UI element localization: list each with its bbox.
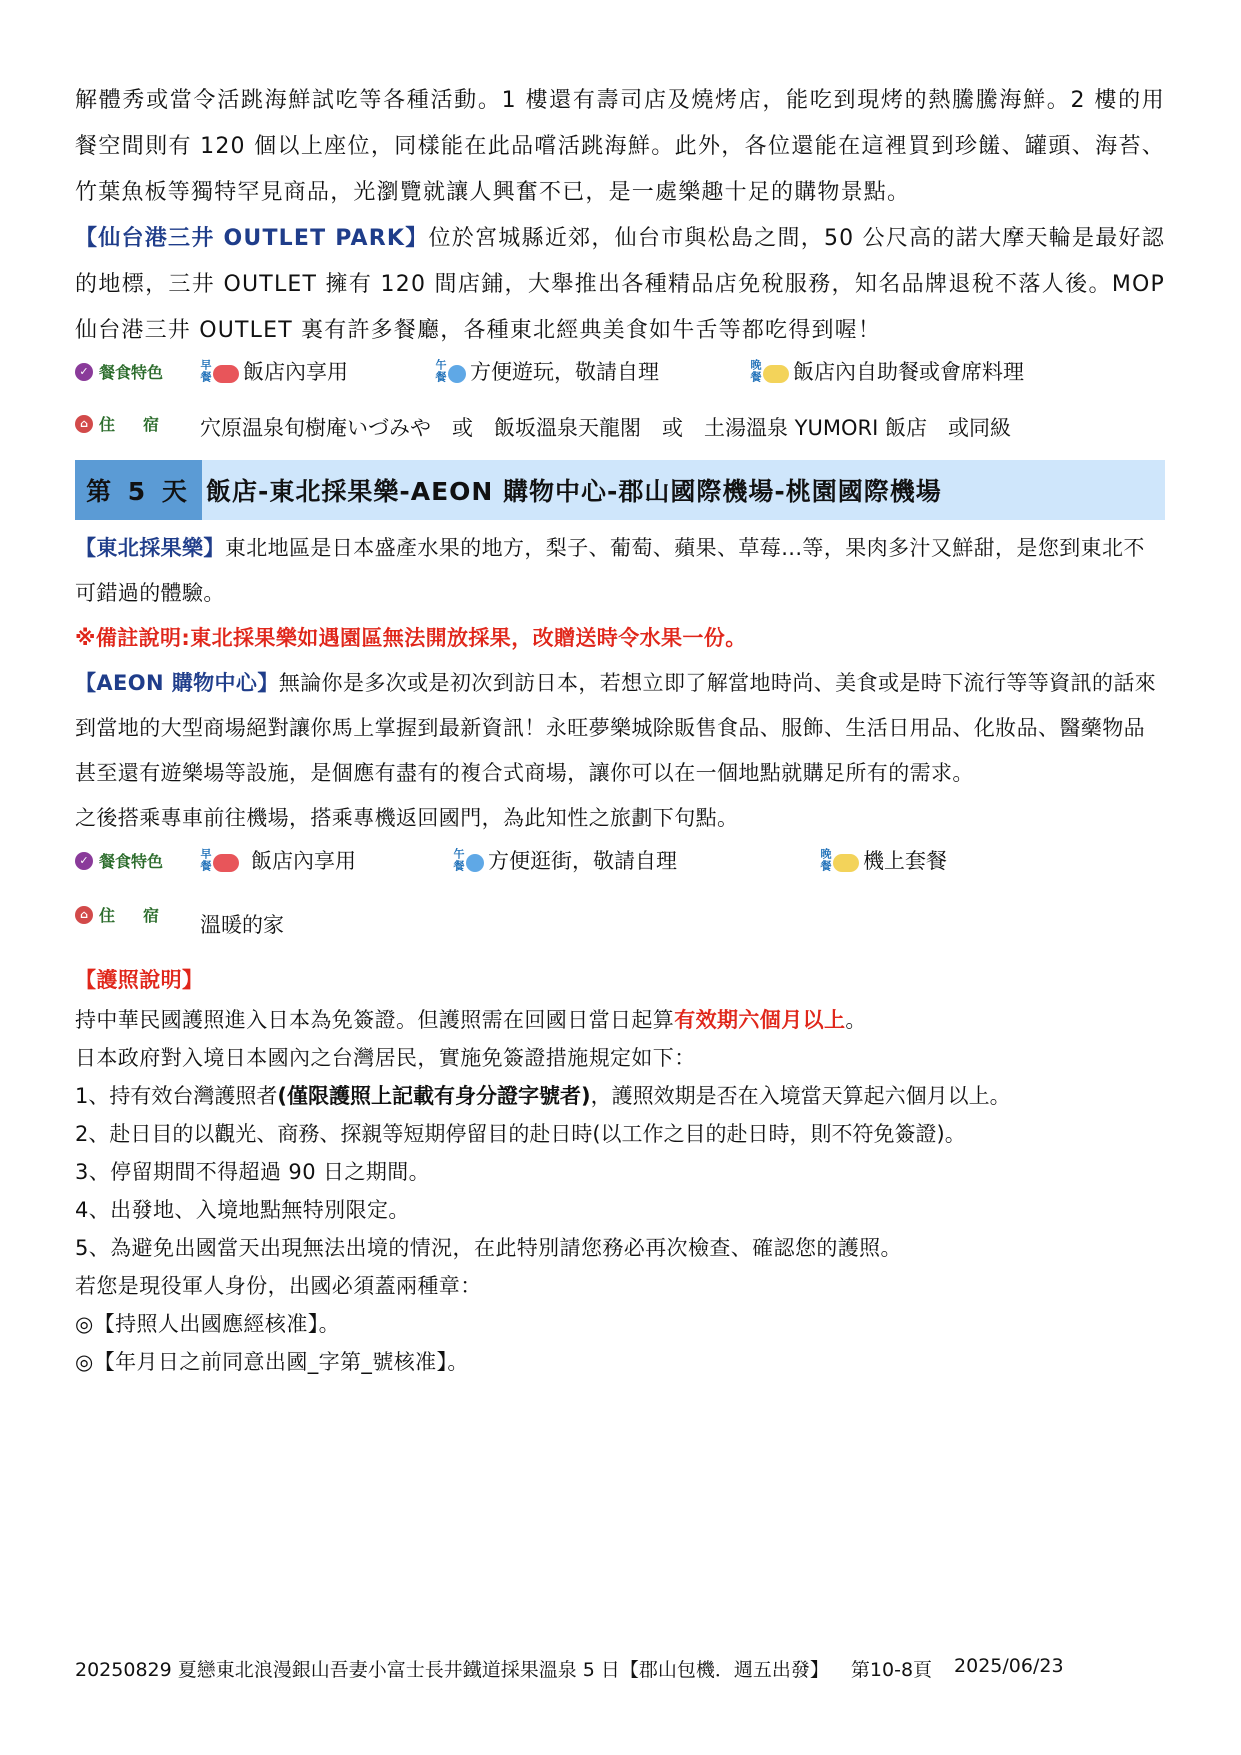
passport-stamp1: ◎【持照人出國應經核准】。 bbox=[75, 1312, 341, 1336]
hotel-day4 bbox=[75, 408, 1165, 456]
hotel-badge: ⌂ 住 宿 bbox=[75, 903, 165, 926]
dinner-icon: 晚餐 bbox=[750, 359, 789, 383]
footer-title: 20250829 夏戀東北浪漫銀山吾妻小富士長井鐵道採果溫泉 5 日【郡山包機．週五出發】 bbox=[75, 1659, 829, 1681]
passport-section bbox=[75, 959, 1165, 1381]
passport-line2: 日本政府對入境日本國內之台灣居民，實施免簽證措施規定如下： bbox=[75, 1046, 696, 1070]
passport-item4: 4、出發地、入境地點無特別限定。 bbox=[75, 1198, 410, 1222]
dinner-text: 飯店內自助餐或會席料理 bbox=[793, 360, 1024, 384]
lunch-text: 方便遊玩，敬請自理 bbox=[470, 360, 659, 384]
hotel-day5 bbox=[75, 897, 1165, 955]
passport-item2: 2、赴日目的以觀光、商務、探親等短期停留目的赴日時(以工作之目的赴日時，則不符免簽證)。 bbox=[75, 1122, 966, 1146]
footer-date: 2025/06/23 bbox=[954, 1655, 1064, 1677]
passport-military: 若您是現役軍人身份，出國必須蓋兩種章： bbox=[75, 1274, 482, 1298]
meal-badge-icon: ✓ bbox=[75, 363, 93, 381]
meal-badge: ✓ 餐食特色 bbox=[75, 360, 163, 383]
hotel-icon: ⌂ bbox=[75, 906, 93, 924]
aeon-paragraph bbox=[75, 661, 1165, 796]
outlet-body: 位於宮城縣近郊，仙台市與松島之間，50 公尺高的諾大摩天輪是最好認的地標，三井 OUTLET 擁有 120 間店鋪，大舉推出各種精品店免稅服務，知名品牌退稅不落人後。MOP 仙台港三井 OUTLET 裏有許多餐廳，各種東北經典美食如牛舌等都吃得到喔！ bbox=[75, 226, 1165, 343]
passport-line1: 持中華民國護照進入日本為免簽證。但護照需在回國日當日起算有效期六個月以上。 bbox=[75, 1008, 867, 1032]
breakfast-icon: 早餐 bbox=[200, 359, 239, 383]
dinner-text: 機上套餐 bbox=[863, 849, 947, 873]
lunch-text: 方便逛街，敬請自理 bbox=[488, 849, 677, 873]
outlet-paragraph bbox=[75, 216, 1165, 354]
page-footer bbox=[75, 1655, 1064, 1682]
lunch-icon: 午餐 bbox=[453, 848, 484, 872]
return-text: 之後搭乘專車前往機場，搭乘專機返回國門，為此知性之旅劃下句點。 bbox=[75, 806, 739, 830]
passport-stamp2: ◎【年月日之前同意出國_字第_號核准】。 bbox=[75, 1350, 469, 1374]
hotel-text: 穴原温泉旬樹庵いづみや 或 飯坂溫泉天龍閣 或 土湯溫泉 YUMORI 飯店 或同級 bbox=[200, 416, 1011, 440]
fruit-title: 【東北採果樂】 bbox=[75, 536, 225, 560]
hotel-text: 溫暖的家 bbox=[200, 913, 284, 937]
dinner-icon: 晚餐 bbox=[820, 848, 859, 872]
breakfast-text: 飯店內享用 bbox=[243, 360, 348, 384]
remark-text: ※備註說明:東北採果樂如遇園區無法開放採果，改贈送時令水果一份。 bbox=[75, 626, 747, 650]
day5-route: 飯店-東北採果樂-AEON 購物中心-郡山國際機場-桃園國際機場 bbox=[206, 477, 942, 506]
passport-item5: 5、為避免出國當天出現無法出境的情況，在此特別請您務必再次檢查、確認您的護照。 bbox=[75, 1236, 902, 1260]
aeon-title: 【AEON 購物中心】 bbox=[75, 671, 279, 695]
aeon-body: 無論你是多次或是初次到訪日本，若想立即了解當地時尚、美食或是時下流行等等資訊的話來到當地的大型商場絕對讓你馬上掌握到最新資訊！永旺夢樂城除販售食品、服飾、生活日用品、化妝品、醫藥物品甚至還有遊樂場等設施，是個應有盡有的複合式商場，讓你可以在一個地點就購足所有的需求。 bbox=[75, 671, 1157, 785]
outlet-title: 【仙台港三井 OUTLET PARK】 bbox=[75, 226, 429, 251]
footer-page: 第10-8頁 bbox=[850, 1659, 933, 1681]
meal-badge: ✓ 餐食特色 bbox=[75, 849, 163, 872]
hotel-icon: ⌂ bbox=[75, 415, 93, 433]
passport-item3: 3、停留期間不得超過 90 日之期間。 bbox=[75, 1160, 431, 1184]
fruit-body: 東北地區是日本盛產水果的地方，梨子、葡萄、蘋果、草莓...等，果肉多汁又鮮甜，是您到東北不可錯過的體驗。 bbox=[75, 536, 1145, 605]
passport-item1: 1、持有效台灣護照者(僅限護照上記載有身分證字號者)，護照效期是否在入境當天算起六個月以上。 bbox=[75, 1084, 1011, 1108]
meals-day5 bbox=[75, 841, 1165, 897]
meal-badge-icon: ✓ bbox=[75, 852, 93, 870]
day5-banner bbox=[75, 460, 1165, 520]
itinerary-page bbox=[75, 78, 1165, 1381]
lunch-icon: 午餐 bbox=[435, 359, 466, 383]
day5-tag: 第 5 天 bbox=[75, 460, 202, 520]
meals-day4 bbox=[75, 354, 1165, 408]
fruit-paragraph bbox=[75, 526, 1165, 616]
breakfast-text: 飯店內享用 bbox=[251, 849, 356, 873]
passport-title: 【護照說明】 bbox=[75, 968, 204, 992]
breakfast-icon: 早餐 bbox=[200, 848, 239, 872]
intro-paragraph: 解體秀或當令活跳海鮮試吃等各種活動。1 樓還有壽司店及燒烤店，能吃到現烤的熱騰騰海鮮。2 樓的用餐空間則有 120 個以上座位，同樣能在此品嚐活跳海鮮。此外，各位還能在這裡買到珍饈、罐頭、海苔、竹葉魚板等獨特罕見商品，光瀏覽就讓人興奮不已，是一處樂趣十足的購物景點。 bbox=[75, 88, 1165, 205]
hotel-badge: ⌂ 住 宿 bbox=[75, 412, 165, 435]
